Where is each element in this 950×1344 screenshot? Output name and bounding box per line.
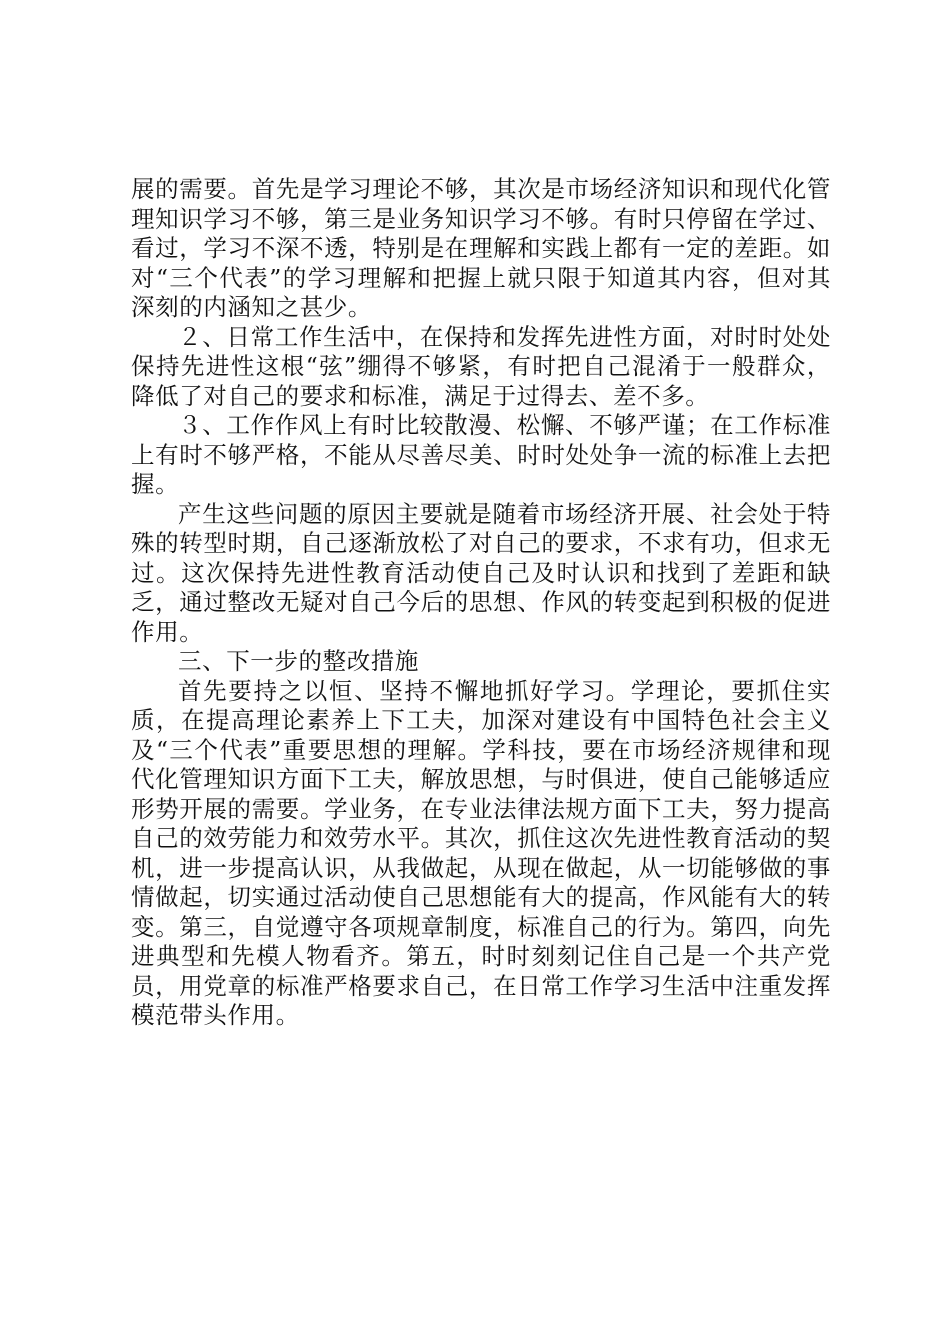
paragraph-causes: 产生这些问题的原因主要就是随着市场经济开展、社会处于特殊的转型时期，自己逐渐放松了对自己的要求，不求有功，但求无过。这次保持先进性教育活动使自己及时认识和找到了差距和缺乏，通过整改无疑对自己今后的思想、作风的转变起到积极的促进作用。 — [131, 499, 831, 646]
paragraph-measures: 首先要持之以恒、坚持不懈地抓好学习。学理论，要抓住实质，在提高理论素养上下工夫，加深对建设有中国特色社会主义及“三个代表”重要思想的理解。学科技，要在市场经济规律和现代化管理知识方面下工夫，解放思想，与时俱进，使自己能够适应形势开展的需要。学业务，在专业法律法规方面下工夫，努力提高自己的效劳能力和效劳水平。其次，抓住这次先进性教育活动的契机，进一步提高认识，从我做起，从现在做起，从一切能够做的事情做起，切实通过活动使自己思想能有大的提高，作风能有大的转变。第三，自觉遵守各项规章制度，标准自己的行为。第四，向先进典型和先模人物看齐。第五，时时刻刻记住自己是一个共产党员，用党章的标准严格要求自己，在日常工作学习生活中注重发挥模范带头作用。 — [131, 676, 831, 1029]
paragraph-item-2: ２、日常工作生活中，在保持和发挥先进性方面，对时时处处保持先进性这根“弦”绷得不够紧，有时把自己混淆于一般群众，降低了对自己的要求和标准，满足于过得去、差不多。 — [131, 322, 831, 410]
paragraph-continuation: 展的需要。首先是学习理论不够，其次是市场经济知识和现代化管理知识学习不够，第三是业务知识学习不够。有时只停留在学过、看过，学习不深不透，特别是在理解和实践上都有一定的差距。如对“三个代表”的学习理解和把握上就只限于知道其内容，但对其深刻的内涵知之甚少。 — [131, 175, 831, 321]
paragraph-item-3: ３、工作作风上有时比较散漫、松懈、不够严谨；在工作标准上有时不够严格，不能从尽善尽美、时时处处争一流的标准上去把握。 — [131, 411, 831, 498]
section-heading: 三、下一步的整改措施 — [178, 647, 419, 675]
document-body — [131, 175, 831, 1031]
